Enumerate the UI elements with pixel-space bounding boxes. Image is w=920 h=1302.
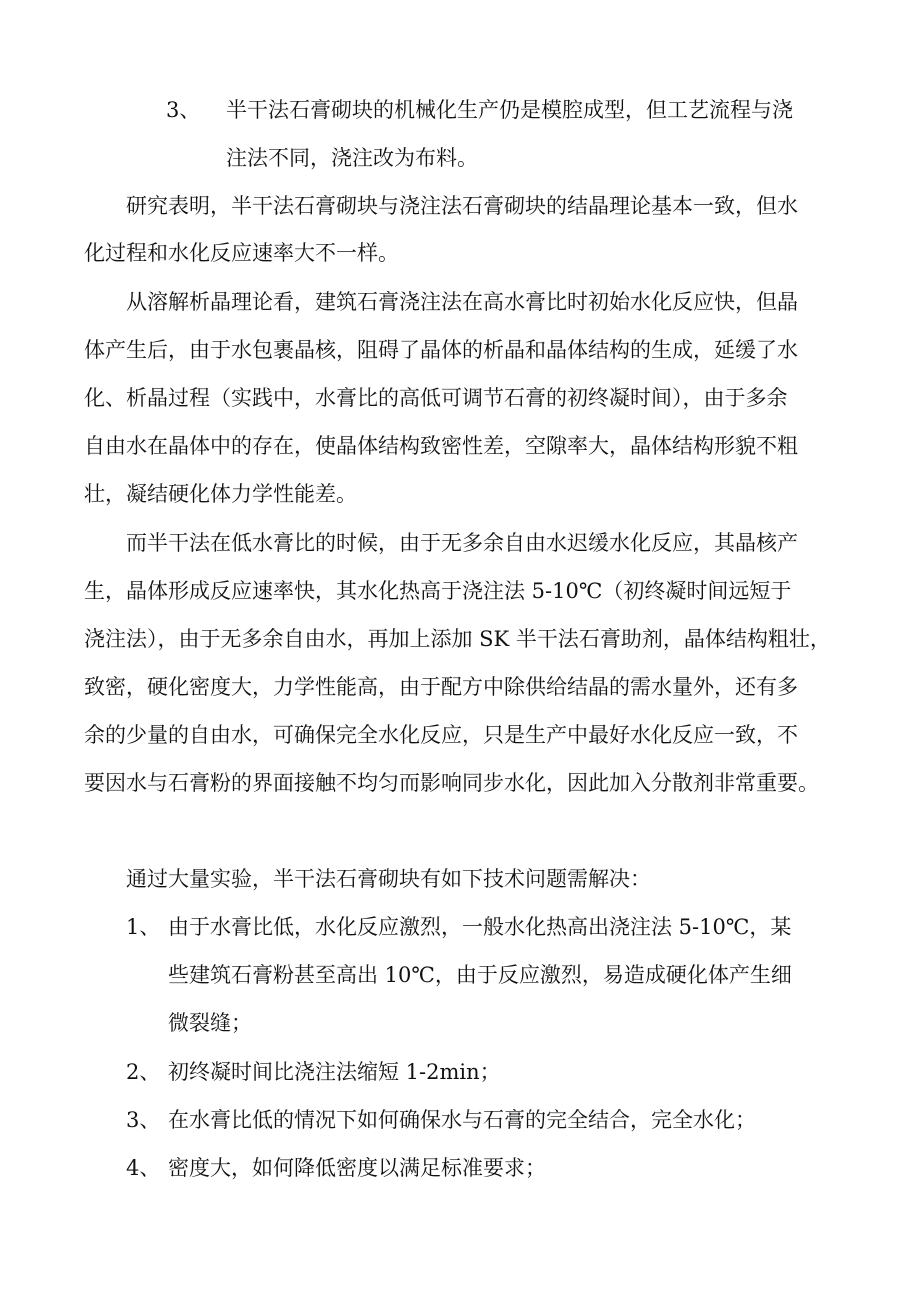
text-line: 自由水在晶体中的存在，使晶体结构致密性差，空隙率大，晶体结构形貌不粗	[84, 434, 798, 458]
text-line: 注法不同，浇注改为布料。	[226, 146, 478, 170]
text-line: 余的少量的自由水，可确保完全水化反应，只是生产中最好水化反应一致，不	[84, 723, 798, 747]
text-line: 微裂缝；	[168, 1011, 252, 1035]
item-number: 3、	[166, 98, 201, 122]
text-line: 初终凝时间比浇注法缩短 1-2min；	[168, 1060, 501, 1084]
problems-intro: 通过大量实验，半干法石膏砌块有如下技术问题需解决：	[126, 867, 651, 891]
text-line: 密度大，如何降低密度以满足标准要求；	[168, 1156, 546, 1180]
text-line: 浇注法），由于无多余自由水，再加上添加 SK 半干法石膏助剂，晶体结构粗壮，	[84, 627, 831, 651]
text-line: 由于水膏比低，水化反应激烈，一般水化热高出浇注法 5-10℃，某	[168, 915, 792, 939]
item-number: 1、	[126, 915, 161, 939]
text-line: 体产生后，由于水包裹晶核，阻碍了晶体的析晶和晶体结构的生成，延缓了水	[84, 338, 798, 362]
text-line: 生，晶体形成反应速率快，其水化热高于浇注法 5-10℃（初终凝时间远短于	[84, 579, 792, 603]
text-line: 化、析晶过程（实践中，水膏比的高低可调节石膏的初终凝时间），由于多余	[84, 386, 788, 410]
text-line: 在水膏比低的情况下如何确保水与石膏的完全结合，完全水化；	[168, 1108, 756, 1132]
text-line: 而半干法在低水膏比的时候，由于无多余自由水迟缓水化反应，其晶核产	[126, 531, 798, 555]
text-line: 些建筑石膏粉甚至高出 10℃，由于反应激烈，易造成硬化体产生细	[168, 963, 792, 987]
text-line: 研究表明，半干法石膏砌块与浇注法石膏砌块的结晶理论基本一致，但水	[126, 194, 798, 218]
text-line: 壮，凝结硬化体力学性能差。	[84, 482, 357, 506]
text-line: 半干法石膏砌块的机械化生产仍是模腔成型，但工艺流程与浇	[226, 98, 793, 122]
text-line: 要因水与石膏粉的界面接触不均匀而影响同步水化，因此加入分散剂非常重要。	[84, 771, 819, 795]
text-line: 从溶解析晶理论看，建筑石膏浇注法在高水膏比时初始水化反应快，但晶	[126, 290, 798, 314]
item-number: 3、	[126, 1108, 161, 1132]
text-line: 致密，硬化密度大，力学性能高，由于配方中除供给结晶的需水量外，还有多	[84, 675, 798, 699]
item-number: 4、	[126, 1156, 161, 1180]
item-number: 2、	[126, 1060, 161, 1084]
text-line: 化过程和水化反应速率大不一样。	[84, 241, 399, 265]
